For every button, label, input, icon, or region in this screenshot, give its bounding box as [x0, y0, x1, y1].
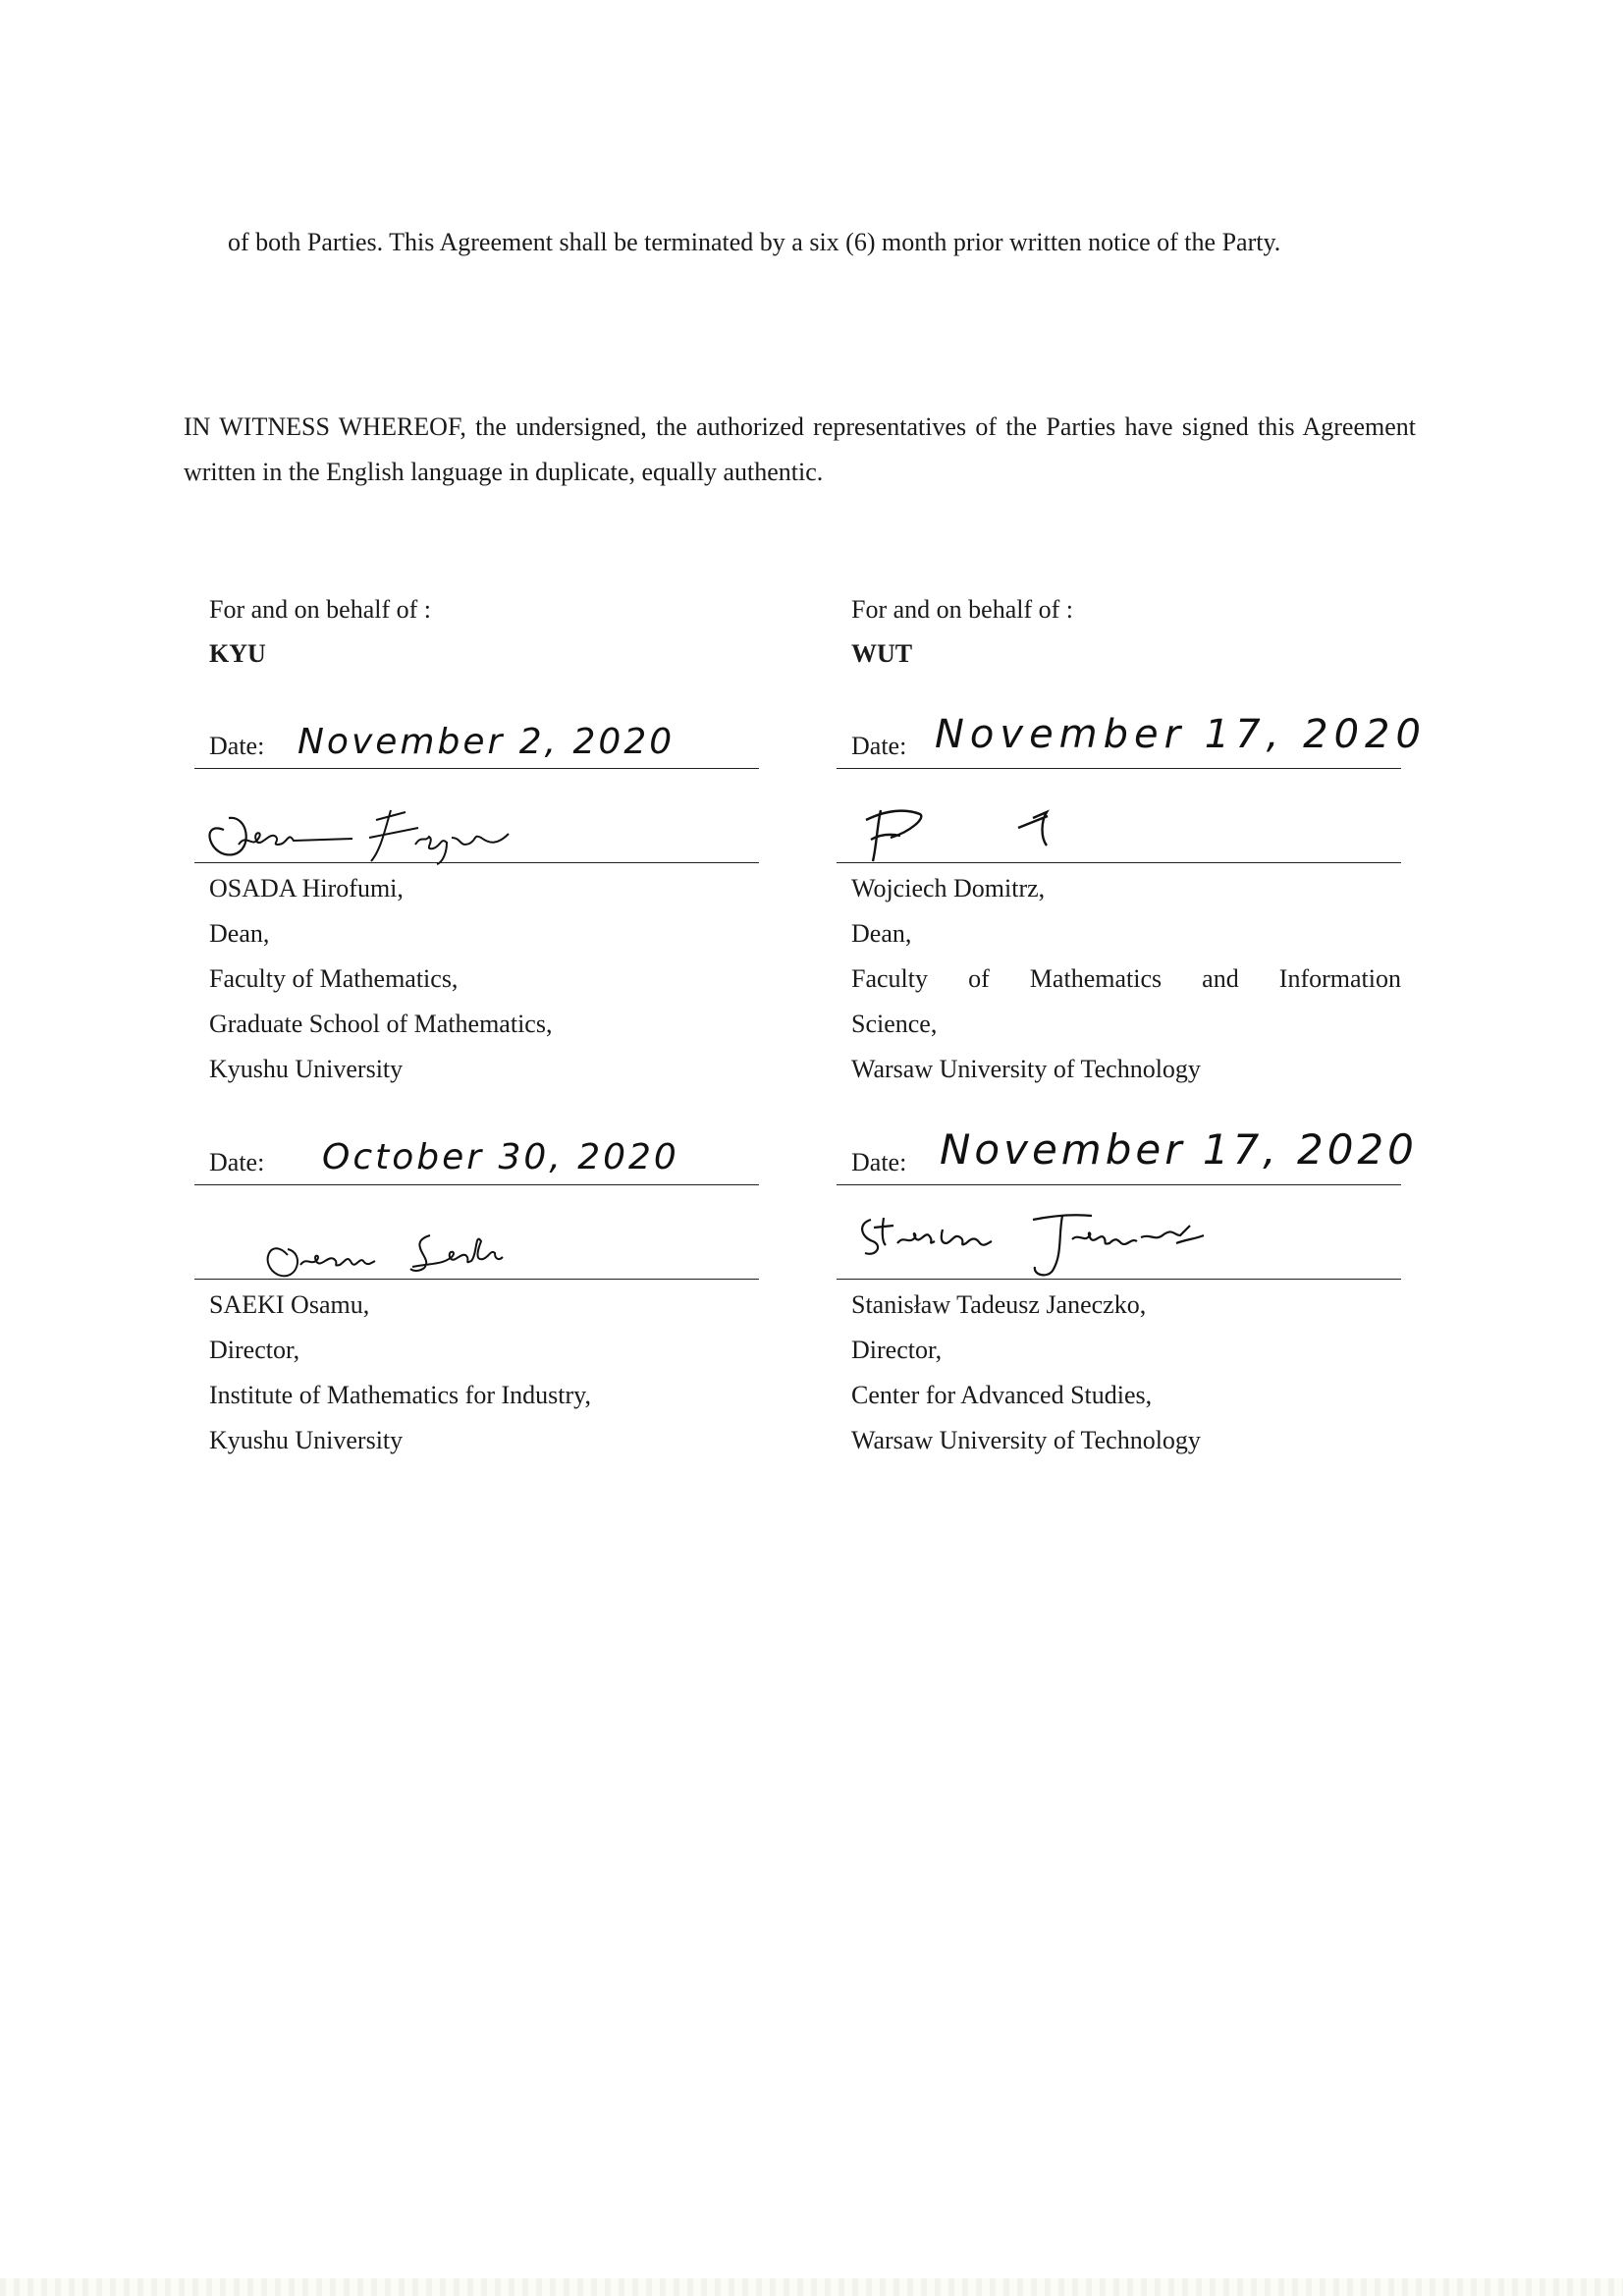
signatory-name: Stanisław Tadeusz Janeczko,	[851, 1290, 1147, 1319]
signature-janeczko	[837, 1200, 1308, 1279]
handwritten-date: November 2, 2020	[298, 722, 676, 762]
signatory-name: SAEKI Osamu,	[209, 1290, 370, 1319]
witness-clause: IN WITNESS WHEREOF, the undersigned, the authorized representatives of the Parties have signed this Agreement written in the English language in duplicate, equally authentic.	[184, 412, 1416, 486]
signatory-title-line: Warsaw University of Technology	[851, 1426, 1201, 1454]
date-rule	[837, 1184, 1401, 1185]
date-label: Date:	[209, 732, 265, 760]
handwritten-date: October 30, 2020	[322, 1137, 679, 1177]
signatory-title-line: Science,	[851, 1010, 938, 1038]
date-rule	[194, 1184, 759, 1185]
date-rule	[837, 768, 1401, 769]
signatory-title-line: Dean,	[851, 919, 912, 948]
signature-rule	[194, 862, 759, 863]
handwritten-date: November 17, 2020	[940, 1125, 1418, 1174]
signatory-title-line: Faculty of Mathematics,	[209, 964, 459, 993]
signatory-title-line: Director,	[209, 1336, 300, 1364]
signatory-title-line: Dean,	[209, 919, 270, 948]
party-name: KYU	[209, 639, 266, 668]
behalf-label: For and on behalf of :	[851, 595, 1074, 624]
signatory-title-line: Institute of Mathematics for Industry,	[209, 1381, 591, 1409]
signatory-title-line: Director,	[851, 1336, 943, 1364]
signatory-name: OSADA Hirofumi,	[209, 874, 404, 902]
signatory-title-line: Kyushu University	[209, 1426, 404, 1454]
signature-domitrz	[837, 791, 1131, 864]
date-label: Date:	[209, 1148, 265, 1176]
signatory-title-line: Center for Advanced Studies,	[851, 1381, 1153, 1409]
closing-clause: of both Parties. This Agreement shall be terminated by a six (6) month prior written notice of the Party.	[228, 228, 1281, 256]
date-label: Date:	[851, 1148, 907, 1176]
party-name: WUT	[851, 639, 913, 668]
signature-rule	[194, 1279, 759, 1280]
signatory-title-line: Warsaw University of Technology	[851, 1055, 1201, 1083]
signatory-title-line: Kyushu University	[209, 1055, 404, 1083]
signature-rule	[837, 862, 1401, 863]
behalf-label: For and on behalf of :	[209, 595, 432, 624]
date-label: Date:	[851, 732, 907, 760]
signatory-title-line: Faculty of Mathematics and Information	[851, 964, 1401, 993]
handwritten-date: November 17, 2020	[935, 712, 1427, 757]
signature-osada	[194, 791, 626, 869]
signatory-name: Wojciech Domitrz,	[851, 874, 1046, 902]
signature-rule	[837, 1279, 1401, 1280]
date-rule	[194, 768, 759, 769]
signatory-title-line: Graduate School of Mathematics,	[209, 1010, 553, 1038]
signature-saeki	[194, 1216, 626, 1285]
scan-edge	[0, 2278, 1623, 2296]
